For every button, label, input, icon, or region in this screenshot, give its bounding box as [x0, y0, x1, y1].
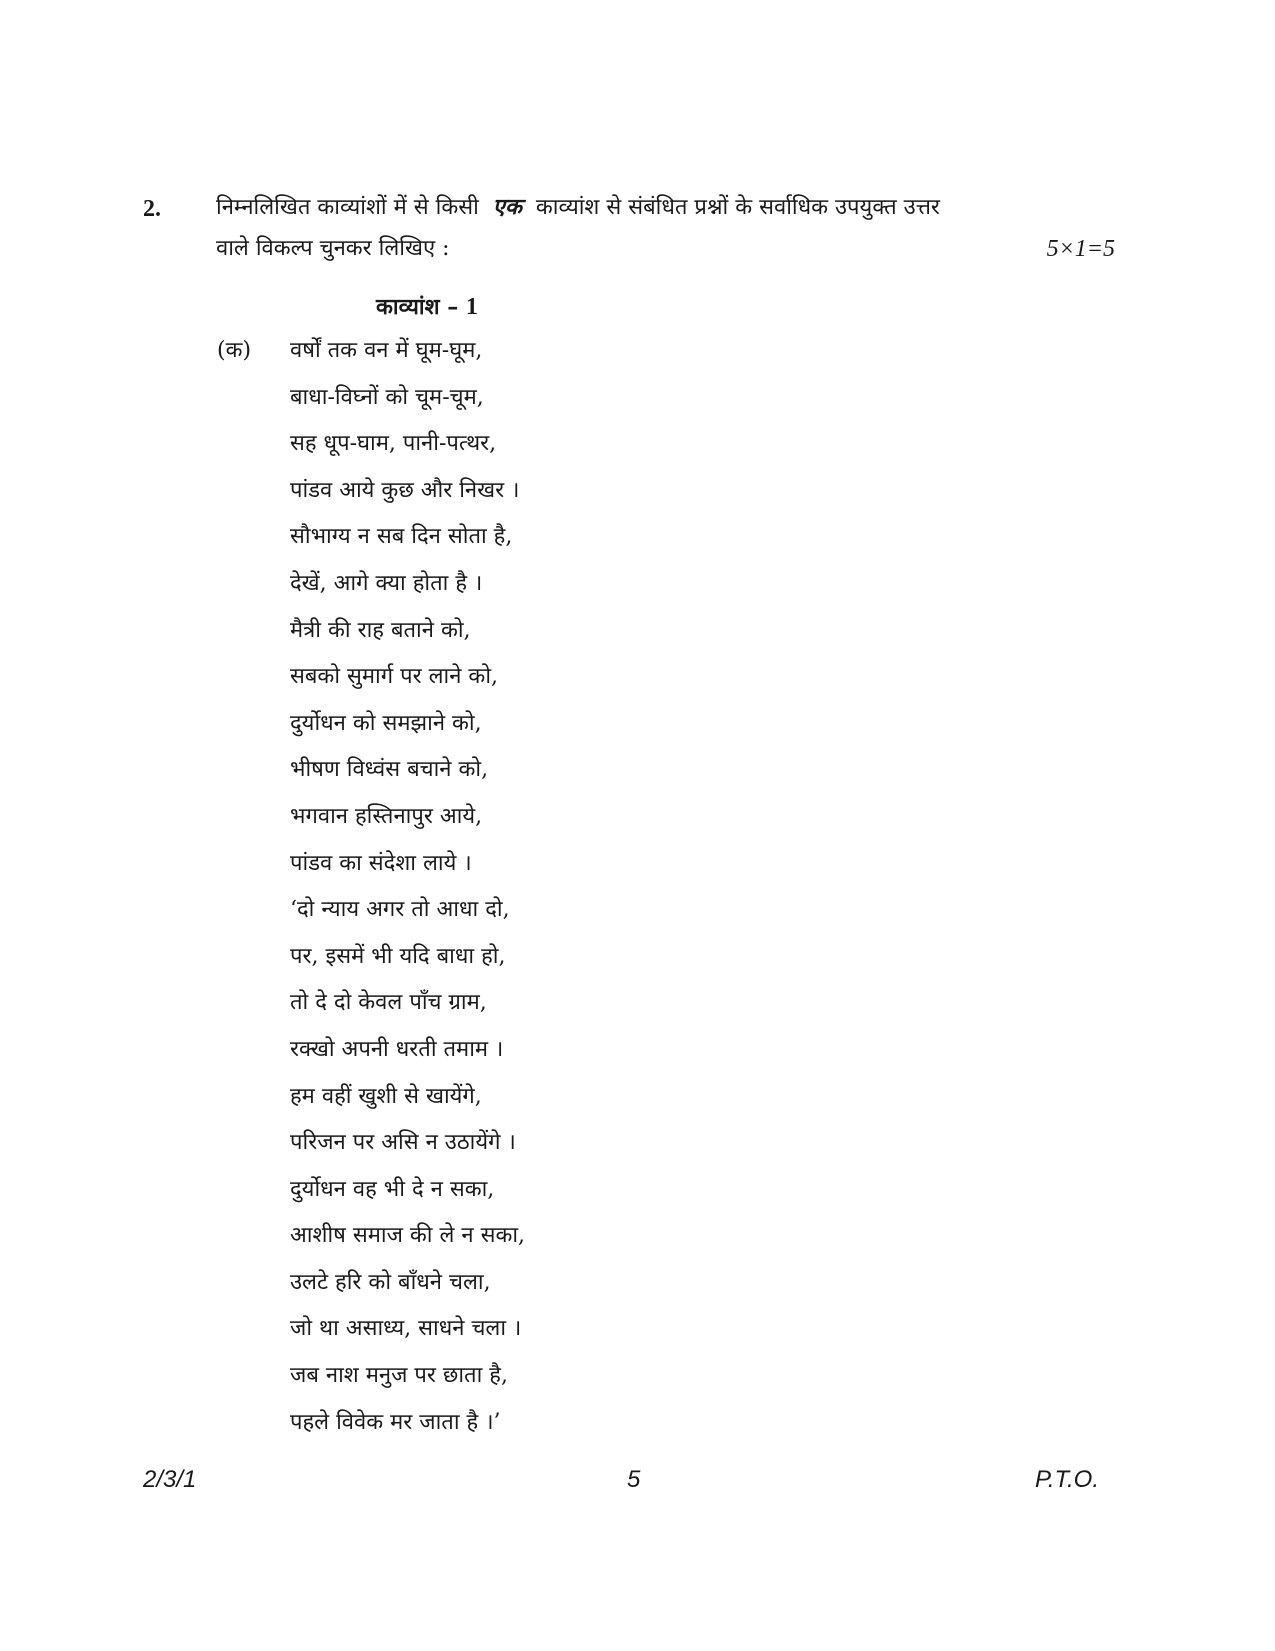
poem	[290, 336, 525, 1454]
poem-line: बाधा-विघ्नों को चूम-चूम,	[290, 384, 484, 410]
poem-line: तो दे दो केवल पाँच ग्राम,	[290, 990, 487, 1016]
question-number: 2.	[143, 196, 161, 222]
poem-line: ‘दो न्याय अगर तो आधा दो,	[290, 897, 510, 923]
section-title-number: 1	[465, 294, 478, 320]
poem-line: परिजन पर असि न उठायेंगे ।	[290, 1130, 516, 1156]
question-instruction-line1	[216, 192, 1116, 223]
poem-line: पांडव का संदेशा लाये ।	[290, 850, 472, 876]
sub-question-label: (क)	[217, 338, 252, 363]
marks-allocation: 5×1=5	[1046, 236, 1115, 262]
section-title-text: काव्यांश –	[376, 294, 459, 320]
instruction-emphasis: एक	[492, 194, 522, 220]
poem-line: जब नाश मनुज पर छाता है,	[290, 1363, 508, 1389]
poem-line: भगवान हस्तिनापुर आये,	[290, 803, 483, 829]
please-turn-over: P.T.O.	[1034, 1466, 1099, 1493]
instruction-part1: निम्नलिखित काव्यांशों में से किसी	[216, 195, 479, 220]
poem-line: सौभाग्य न सब दिन सोता है,	[290, 524, 513, 550]
section-title	[376, 291, 478, 321]
poem-line: आशीष समाज की ले न सका,	[290, 1223, 526, 1249]
page-number: 5	[627, 1466, 641, 1493]
paper-code: 2/3/1	[143, 1466, 197, 1493]
poem-line: रक्खो अपनी धरती तमाम ।	[290, 1036, 504, 1062]
poem-line: भीषण विध्वंस बचाने को,	[290, 757, 489, 783]
poem-line: दुर्योधन को समझाने को,	[290, 710, 482, 736]
poem-line: पांडव आये कुछ और निखर ।	[290, 477, 520, 503]
poem-line: वर्षों तक वन में घूम-घूम,	[290, 338, 483, 363]
poem-line: उलटे हरि को बाँधने चला,	[290, 1269, 491, 1295]
poem-line: सबको सुमार्ग पर लाने को,	[290, 664, 499, 690]
poem-line: मैत्री की राह बताने को,	[290, 617, 471, 643]
poem-line: हम वहीं खुशी से खायेंगे,	[290, 1083, 482, 1109]
poem-line: पहले विवेक मर जाता है ।’	[290, 1409, 501, 1435]
question-instruction-line2: वाले विकल्प चुनकर लिखिए :	[216, 236, 450, 261]
poem-line: पर, इसमें भी यदि बाधा हो,	[290, 943, 506, 969]
poem-line: दुर्योधन वह भी दे न सका,	[290, 1176, 495, 1202]
instruction-part2: काव्यांश से संबंधित प्रश्नों के सर्वाधिक उपयुक्त उत्तर	[535, 195, 940, 220]
poem-line: देखें, आगे क्या होता है ।	[290, 570, 483, 596]
poem-line: सह धूप-घाम, पानी-पत्थर,	[290, 431, 497, 457]
poem-line: जो था असाध्य, साधने चला ।	[290, 1316, 522, 1342]
